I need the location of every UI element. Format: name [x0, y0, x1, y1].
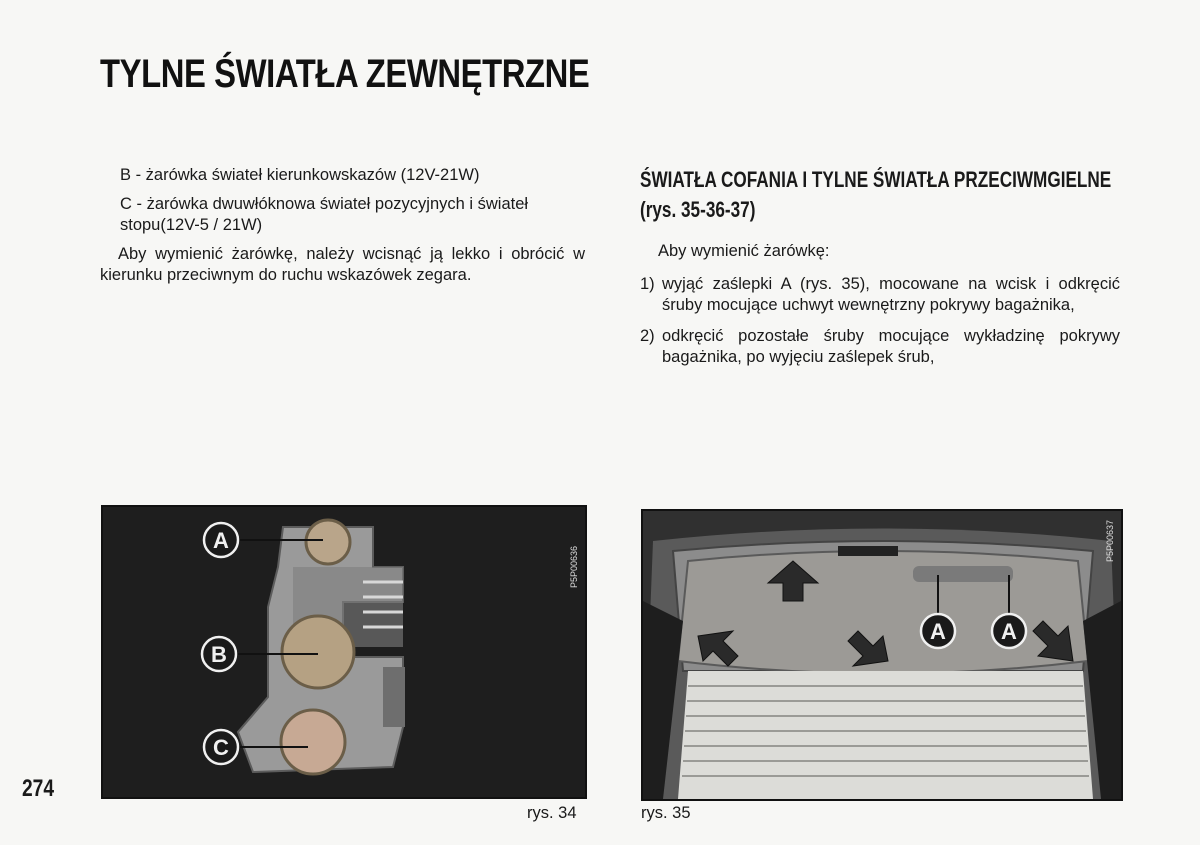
step-item: [640, 274, 1120, 316]
page-number: 274: [22, 775, 55, 802]
callout-label: A: [213, 528, 229, 553]
steps-intro: Aby wymienić żarówkę:: [658, 242, 830, 260]
page-title: TYLNE ŚWIATŁA ZEWNĘTRZNE: [100, 52, 590, 96]
step-item: [640, 326, 1120, 368]
step-number: 2): [640, 327, 655, 345]
callout-a-right: [992, 614, 1026, 648]
replacement-instruction: Aby wymienić żarówkę, należy wcisnąć ją lekko i obrócić w kierunku przeciwnym do ruchu wskazówek zegara.: [100, 245, 585, 284]
callout-a: [204, 523, 238, 557]
step-text: odkręcić pozostałe śruby mocujące wykładzinę pokrywy bagażnika, po wyjęciu zaślepek śrub,: [662, 327, 1120, 366]
callout-label: B: [211, 642, 227, 667]
right-column: [640, 165, 1120, 378]
bulb-item-c: C - żarówka dwuwłóknowa świateł pozycyjnych i świateł stopu(12V-5 / 21W): [120, 195, 529, 234]
figure-34-caption: rys. 34: [527, 804, 577, 822]
callout-a-left: [921, 614, 955, 648]
callout-label: A: [1001, 619, 1017, 644]
step-number: 1): [640, 275, 655, 293]
section-heading: ŚWIATŁA COFANIA I TYLNE ŚWIATŁA PRZECIWMGIELNE (rys. 35-36-37): [640, 167, 1112, 222]
figure-code: P5P00636: [569, 545, 579, 589]
callout-c: [204, 730, 238, 764]
callout-label: A: [930, 619, 946, 644]
figure-34-photo: [101, 505, 587, 799]
figure-35-caption: rys. 35: [641, 804, 691, 822]
callout-label: C: [213, 735, 229, 760]
steps-list: [640, 274, 1120, 368]
figure-code: P5P00637: [1105, 519, 1115, 563]
left-column: [100, 165, 585, 294]
bulb-item-b: B - żarówka świateł kierunkowskazów (12V-21W): [120, 166, 480, 184]
callout-b: [202, 637, 236, 671]
step-text: wyjąć zaślepki A (rys. 35), mocowane na wcisk i odkręcić śruby mocujące uchwyt wewnętrzny pokrywy bagażnika,: [662, 275, 1120, 314]
figure-35-photo: [641, 509, 1123, 801]
